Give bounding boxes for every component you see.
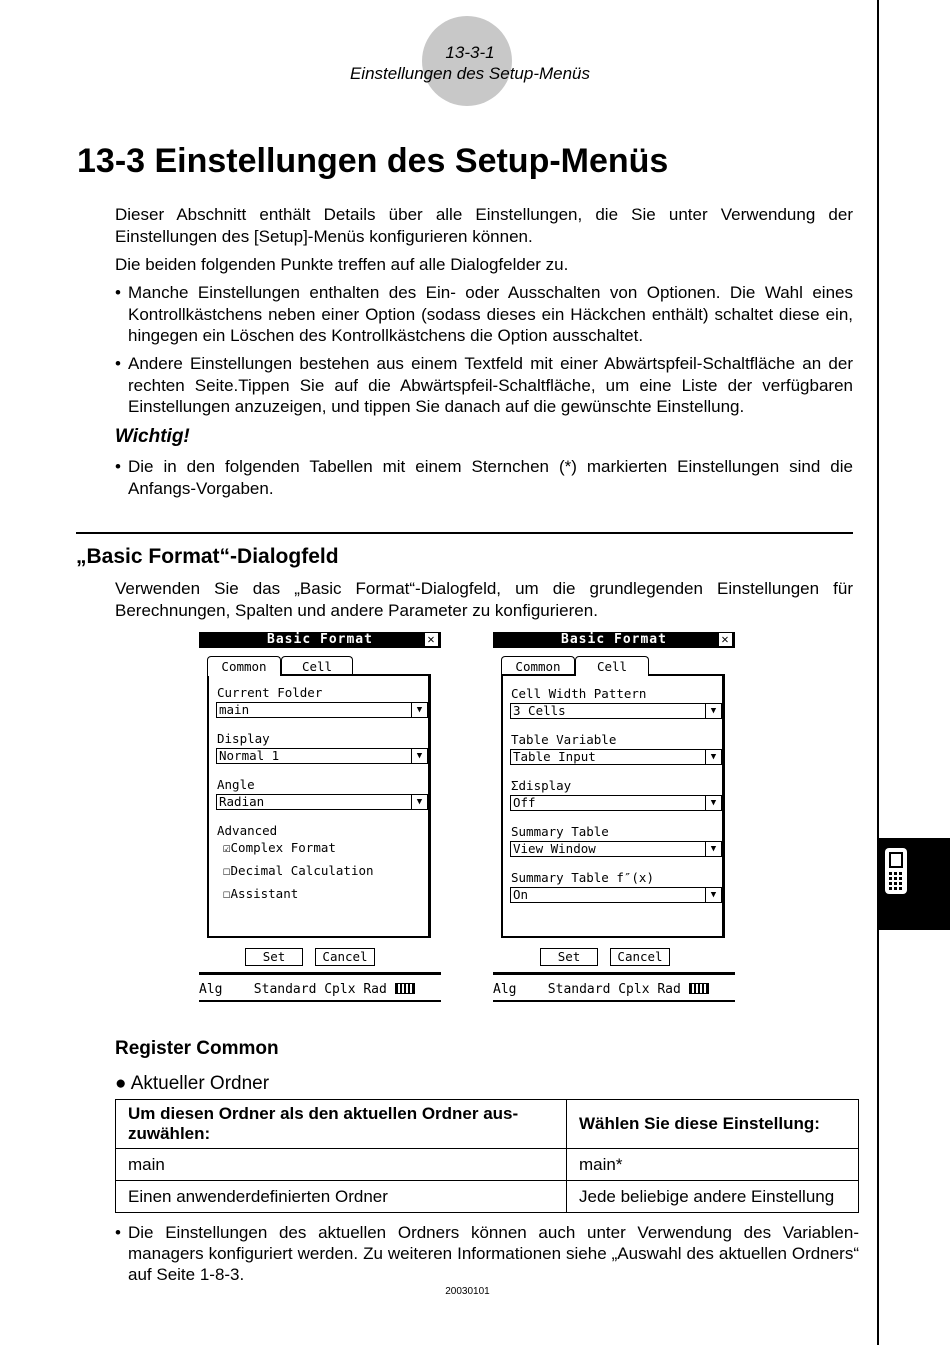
assistant-label: Assistant [230, 886, 299, 901]
intro-bullet-1 [115, 282, 853, 347]
table-variable-dropdown[interactable] [510, 749, 722, 765]
advanced-label: Advanced [217, 823, 278, 838]
table-variable-value: Table Input [513, 749, 596, 764]
tab-common[interactable]: Common [207, 656, 281, 676]
checkbox-checked-icon: ☑ [223, 840, 231, 855]
table-cell: main* [567, 1149, 859, 1181]
sigma-display-label: Σdisplay [511, 778, 572, 793]
intro-paragraph-2: Die beiden folgenden Punkte treffen auf alle Dialogfelder zu. [115, 255, 569, 274]
dialog-title-bar [493, 632, 735, 648]
status-text: Alg Standard Cplx Rad [199, 982, 387, 997]
angle-label: Angle [217, 777, 255, 792]
screen-cell [493, 632, 735, 1002]
set-button[interactable]: Set [245, 948, 303, 966]
close-icon[interactable]: ✕ [719, 633, 732, 646]
current-folder-label: Current Folder [217, 685, 323, 700]
summary-table-label: Summary Table [511, 824, 609, 839]
summary-table-f-value: On [513, 887, 529, 902]
tab-cell[interactable]: Cell [281, 656, 353, 675]
chevron-down-icon[interactable]: ▼ [705, 888, 721, 902]
bullet-dot: • [115, 1223, 121, 1242]
table-row [116, 1181, 859, 1213]
complex-format-checkbox[interactable] [223, 840, 336, 855]
current-folder-dropdown[interactable] [216, 702, 428, 718]
important-bullet [115, 456, 853, 499]
dialog-title: Basic Format [267, 632, 373, 647]
table-header-row [116, 1100, 859, 1149]
page-title: 13-3 Einstellungen des Setup-Menüs [77, 142, 669, 180]
status-text: Alg Standard Cplx Rad [493, 982, 681, 997]
table-row [116, 1149, 859, 1181]
checkbox-empty-icon: ☐ [223, 863, 231, 878]
summary-table-f-dropdown[interactable] [510, 887, 722, 903]
chevron-down-icon[interactable]: ▼ [705, 796, 721, 810]
checkbox-empty-icon: ☐ [223, 886, 231, 901]
summary-table-dropdown[interactable] [510, 841, 722, 857]
dialog-title-bar [199, 632, 441, 648]
important-bullet-text: Die in den folgenden Tabellen mit einem Sternchen (*) markierten Einstellungen sind die Anfangs-Vorgaben. [128, 457, 853, 498]
sigma-display-dropdown[interactable] [510, 795, 722, 811]
screen-common [199, 632, 441, 1002]
bullet-dot: • [115, 457, 121, 476]
table-header-cell: Um diesen Ordner als den aktuellen Ordner aus-zuwählen: [116, 1100, 567, 1149]
bullet-dot: • [115, 354, 121, 373]
right-margin-rule [877, 0, 879, 1345]
dialog-bottom-edge [493, 972, 735, 975]
intro-bullet-2 [115, 353, 853, 418]
display-label: Display [217, 731, 270, 746]
decimal-calculation-checkbox[interactable] [223, 863, 374, 878]
important-label: Wichtig! [115, 426, 190, 447]
register-title: Register Common [115, 1038, 279, 1059]
cell-width-dropdown[interactable] [510, 703, 722, 719]
display-value: Normal 1 [219, 748, 280, 763]
table-variable-label: Table Variable [511, 732, 617, 747]
intro-bullet-2-text: Andere Einstellungen bestehen aus einem Textfeld mit einer Abwärtspfeil-Schaltfläche an der rechten Seite.Tippen Sie auf die Abwärtspfeil-Schaltfläche, um eine Liste der verfügbaren Einstellungen anzuzeigen, und tippen Sie danach auf die gewünschte Einstellung. [128, 354, 853, 416]
angle-value: Radian [219, 794, 265, 809]
page-number: 13-3-1 [445, 43, 495, 62]
bullet-dot: • [115, 283, 121, 302]
status-underline [199, 1000, 441, 1002]
footnote-bullet [115, 1222, 859, 1285]
angle-dropdown[interactable] [216, 794, 428, 810]
section-description: Verwenden Sie das „Basic Format“-Dialogfeld, um die grundlegenden Einstellungen für Berechnungen, Spalten und andere Parameter zu konfigurieren. [115, 579, 853, 620]
status-bar [199, 982, 441, 997]
battery-icon [689, 983, 709, 994]
settings-table [115, 1099, 859, 1213]
dialog-title: Basic Format [561, 632, 667, 647]
chevron-down-icon[interactable]: ▼ [705, 750, 721, 764]
chevron-down-icon[interactable]: ▼ [411, 703, 427, 717]
assistant-checkbox[interactable] [223, 886, 298, 901]
chapter-side-tab [879, 838, 950, 930]
cell-width-label: Cell Width Pattern [511, 686, 647, 701]
register-bullet [115, 1073, 269, 1095]
chevron-down-icon[interactable]: ▼ [705, 842, 721, 856]
section-divider [76, 532, 853, 534]
chevron-down-icon[interactable]: ▼ [411, 795, 427, 809]
set-button[interactable]: Set [540, 948, 598, 966]
footnote-text: Die Einstellungen des aktuellen Ordners können auch unter Verwendung des Variablen-managers konfiguriert werden. Zu weiteren Informationen siehe „Auswahl des aktuellen Ordners“ auf Seite 1-8-3. [128, 1223, 859, 1284]
display-dropdown[interactable] [216, 748, 428, 764]
sigma-display-value: Off [513, 795, 536, 810]
chevron-down-icon[interactable]: ▼ [411, 749, 427, 763]
table-cell: main [116, 1149, 567, 1181]
close-icon[interactable]: ✕ [425, 633, 438, 646]
battery-icon [395, 983, 415, 994]
footer-code: 20030101 [445, 1286, 490, 1297]
cell-width-value: 3 Cells [513, 703, 566, 718]
status-underline [493, 1000, 735, 1002]
current-folder-value: main [219, 702, 250, 717]
status-bar [493, 982, 735, 997]
summary-table-f-label: Summary Table f″(x) [511, 870, 654, 885]
calculator-icon [879, 838, 950, 930]
intro-paragraph: Dieser Abschnitt enthält Details über alle Einstellungen, die Sie unter Verwendung der Einstellungen des [Setup]-Menüs konfigurieren können. [115, 205, 853, 246]
table-cell: Jede beliebige andere Einstellung [567, 1181, 859, 1213]
bullet-dot: ● [115, 1073, 127, 1094]
header-section-title: Einstellungen des Setup-Menüs [349, 64, 591, 83]
intro-bullet-1-text: Manche Einstellungen enthalten des Ein- oder Ausschalten von Optionen. Die Wahl eines Kontrollkästchens neben einer Option (sodass dieses ein Häckchen enthält) schaltet diese ein, hingegen ein Löschen des Kontrollkästchens die Option ausschaltet. [128, 283, 853, 345]
cancel-button[interactable]: Cancel [610, 948, 670, 966]
cancel-button[interactable]: Cancel [315, 948, 375, 966]
tab-cell[interactable]: Cell [575, 656, 649, 676]
section-title: „Basic Format“-Dialogfeld [76, 545, 339, 568]
tab-common[interactable]: Common [501, 656, 575, 675]
table-cell: Einen anwenderdefinierten Ordner [116, 1181, 567, 1213]
summary-table-value: View Window [513, 841, 596, 856]
complex-format-label: Complex Format [230, 840, 336, 855]
register-bullet-text: Aktueller Ordner [130, 1073, 270, 1094]
table-header-cell: Wählen Sie diese Einstellung: [567, 1100, 859, 1149]
chevron-down-icon[interactable]: ▼ [705, 704, 721, 718]
dialog-bottom-edge [199, 972, 441, 975]
decimal-calculation-label: Decimal Calculation [230, 863, 374, 878]
